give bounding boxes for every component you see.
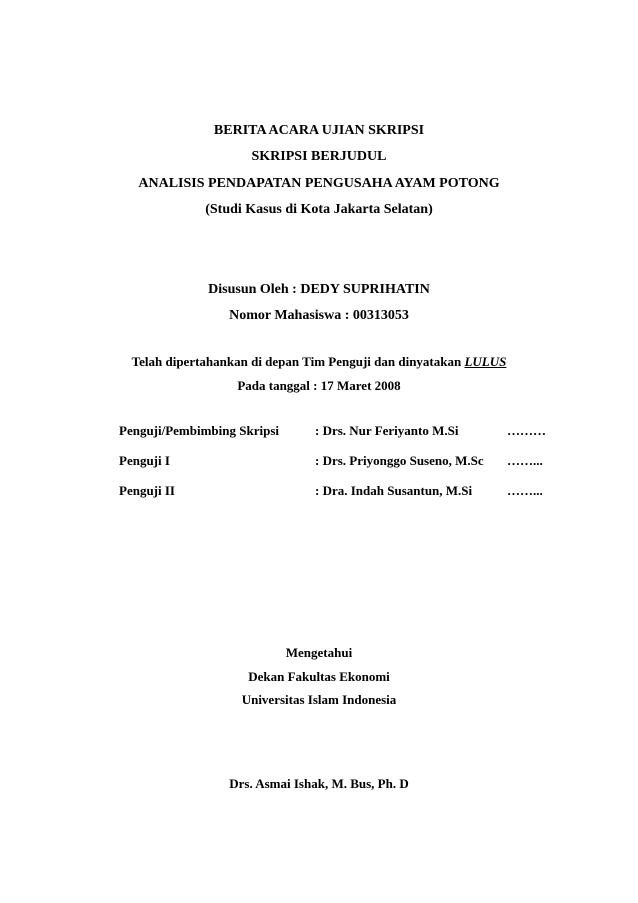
defense-statement [0, 354, 638, 370]
examiner-signature: ……... [507, 453, 543, 468]
thesis-title: ANALISIS PENDAPATAN PENGUSAHA AYAM POTONG [138, 176, 500, 191]
examiner-role: Penguji I [119, 453, 170, 468]
approval-position: Dekan Fakultas Ekonomi [248, 669, 390, 684]
defense-date: Pada tanggal : 17 Maret 2008 [237, 378, 401, 393]
defense-statement-text: Telah dipertahankan di depan Tim Penguji dan dinyatakan [131, 354, 465, 369]
examiner-signature: ……… [507, 423, 546, 438]
examiner-role: Penguji II [119, 483, 175, 498]
document-title: BERITA ACARA UJIAN SKRIPSI [213, 123, 425, 138]
approval-label: Mengetahui [285, 645, 353, 660]
examiner-role: Penguji/Pembimbing Skripsi [119, 423, 279, 438]
examiner-signature: ……... [507, 483, 543, 498]
examiner-row [0, 483, 638, 499]
approval-institution: Universitas Islam Indonesia [241, 692, 397, 707]
student-number: Nomor Mahasiswa : 00313053 [229, 308, 409, 323]
examiner-row [0, 453, 638, 469]
examiner-name: : Drs. Priyonggo Suseno, M.Sc [315, 453, 484, 468]
examiner-name: : Drs. Nur Feriyanto M.Si [315, 423, 459, 438]
approval-signatory: Drs. Asmai Ishak, M. Bus, Ph. D [229, 776, 409, 791]
examiner-name: : Dra. Indah Susantun, M.Si [315, 483, 473, 498]
author-line: Disusun Oleh : DEDY SUPRIHATIN [208, 282, 430, 297]
document-subtitle: SKRIPSI BERJUDUL [251, 149, 387, 164]
defense-result: LULUS [464, 354, 507, 369]
case-study: (Studi Kasus di Kota Jakarta Selatan) [205, 202, 433, 217]
examiner-row [0, 423, 638, 439]
